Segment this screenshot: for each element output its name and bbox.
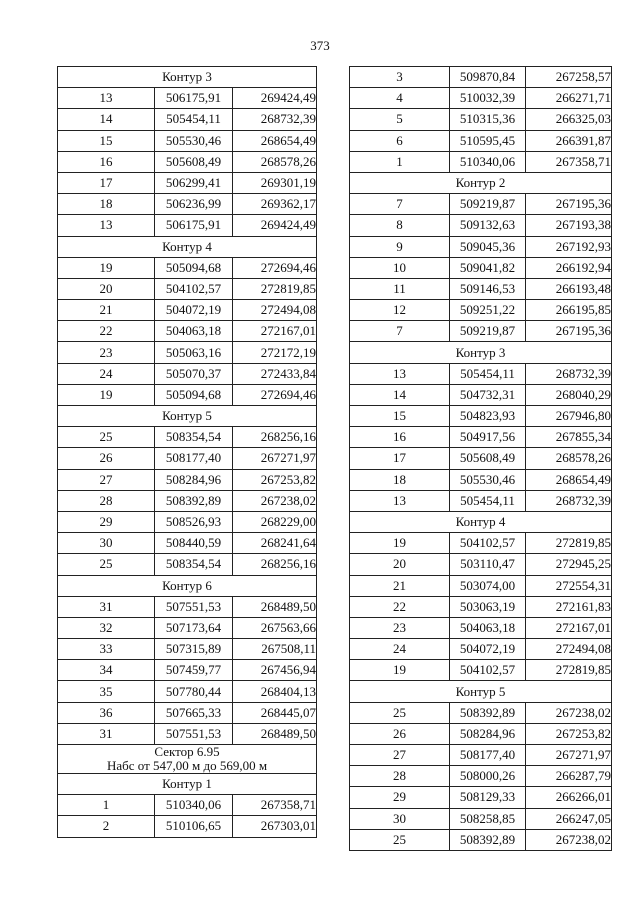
y-coordinate-cell: 272433,84 [233, 363, 317, 384]
point-number-cell: 2 [58, 816, 155, 837]
x-coordinate-cell: 508354,54 [155, 427, 233, 448]
table-row [350, 406, 612, 427]
y-coordinate-cell: 268256,16 [233, 427, 317, 448]
point-number-cell: 23 [58, 342, 155, 363]
x-coordinate-cell: 509870,84 [450, 67, 526, 88]
y-coordinate-cell: 267563,66 [233, 617, 317, 638]
x-coordinate-cell: 509041,82 [450, 257, 526, 278]
table-row [58, 554, 317, 575]
table-row [350, 596, 612, 617]
point-number-cell: 14 [58, 109, 155, 130]
contour-header-row [350, 511, 612, 532]
sector-header [58, 745, 317, 774]
y-coordinate-cell: 269362,17 [233, 194, 317, 215]
table-row [350, 88, 612, 109]
y-coordinate-cell: 266287,79 [526, 766, 612, 787]
point-number-cell: 14 [350, 384, 450, 405]
contour-header-row [58, 236, 317, 257]
y-coordinate-cell: 267303,01 [233, 816, 317, 837]
point-number-cell: 35 [58, 681, 155, 702]
point-number-cell: 16 [58, 151, 155, 172]
point-number-cell: 25 [58, 554, 155, 575]
x-coordinate-cell: 505454,11 [450, 363, 526, 384]
y-coordinate-cell: 266271,71 [526, 88, 612, 109]
table-row [350, 257, 612, 278]
x-coordinate-cell: 507665,33 [155, 702, 233, 723]
table-row [58, 363, 317, 384]
table-row [58, 342, 317, 363]
contour-header: Контур 4 [58, 236, 317, 257]
x-coordinate-cell: 508129,33 [450, 787, 526, 808]
y-coordinate-cell: 268445,07 [233, 702, 317, 723]
x-coordinate-cell: 504917,56 [450, 427, 526, 448]
y-coordinate-cell: 267358,71 [233, 795, 317, 816]
y-coordinate-cell: 267456,94 [233, 660, 317, 681]
x-coordinate-cell: 510315,36 [450, 109, 526, 130]
x-coordinate-cell: 505070,37 [155, 363, 233, 384]
coordinates-table-right [349, 66, 612, 851]
point-number-cell: 15 [58, 130, 155, 151]
table-row [350, 67, 612, 88]
x-coordinate-cell: 508258,85 [450, 808, 526, 829]
x-coordinate-cell: 510106,65 [155, 816, 233, 837]
x-coordinate-cell: 505530,46 [155, 130, 233, 151]
table-row [58, 130, 317, 151]
point-number-cell: 30 [350, 808, 450, 829]
y-coordinate-cell: 268654,49 [233, 130, 317, 151]
x-coordinate-cell: 505454,11 [450, 490, 526, 511]
table-row [350, 130, 612, 151]
table-row [350, 448, 612, 469]
point-number-cell: 26 [350, 723, 450, 744]
x-coordinate-cell: 504072,19 [155, 300, 233, 321]
table-row [58, 215, 317, 236]
x-coordinate-cell: 508000,26 [450, 766, 526, 787]
table-row [350, 427, 612, 448]
y-coordinate-cell: 267238,02 [233, 490, 317, 511]
x-coordinate-cell: 508440,59 [155, 533, 233, 554]
table-row [350, 766, 612, 787]
x-coordinate-cell: 508392,89 [450, 829, 526, 850]
contour-header: Контур 6 [58, 575, 317, 596]
point-number-cell: 1 [350, 151, 450, 172]
y-coordinate-cell: 267271,97 [526, 745, 612, 766]
y-coordinate-cell: 268241,64 [233, 533, 317, 554]
point-number-cell: 20 [350, 554, 450, 575]
y-coordinate-cell: 272819,85 [526, 533, 612, 554]
point-number-cell: 4 [350, 88, 450, 109]
x-coordinate-cell: 507173,64 [155, 617, 233, 638]
y-coordinate-cell: 269424,49 [233, 215, 317, 236]
x-coordinate-cell: 505530,46 [450, 469, 526, 490]
table-row [350, 194, 612, 215]
x-coordinate-cell: 508177,40 [450, 745, 526, 766]
table-row [58, 172, 317, 193]
table-row [350, 490, 612, 511]
table-row [350, 829, 612, 850]
table-row [58, 723, 317, 744]
point-number-cell: 13 [58, 88, 155, 109]
contour-header-row [350, 172, 612, 193]
point-number-cell: 28 [350, 766, 450, 787]
point-number-cell: 27 [58, 469, 155, 490]
point-number-cell: 20 [58, 278, 155, 299]
point-number-cell: 33 [58, 639, 155, 660]
x-coordinate-cell: 504063,18 [450, 617, 526, 638]
table-row [350, 236, 612, 257]
y-coordinate-cell: 272945,25 [526, 554, 612, 575]
table-row [58, 702, 317, 723]
y-coordinate-cell: 268578,26 [526, 448, 612, 469]
y-coordinate-cell: 268732,39 [233, 109, 317, 130]
x-coordinate-cell: 504102,57 [155, 278, 233, 299]
table-row [58, 596, 317, 617]
point-number-cell: 3 [350, 67, 450, 88]
point-number-cell: 28 [58, 490, 155, 511]
y-coordinate-cell: 268732,39 [526, 363, 612, 384]
table-row [350, 808, 612, 829]
y-coordinate-cell: 267358,71 [526, 151, 612, 172]
x-coordinate-cell: 505454,11 [155, 109, 233, 130]
table-row [58, 533, 317, 554]
contour-header: Контур 3 [350, 342, 612, 363]
y-coordinate-cell: 268578,26 [233, 151, 317, 172]
x-coordinate-cell: 510032,39 [450, 88, 526, 109]
point-number-cell: 32 [58, 617, 155, 638]
table-row [350, 469, 612, 490]
y-coordinate-cell: 267192,93 [526, 236, 612, 257]
table-row [58, 490, 317, 511]
y-coordinate-cell: 266266,01 [526, 787, 612, 808]
x-coordinate-cell: 505608,49 [450, 448, 526, 469]
x-coordinate-cell: 504072,19 [450, 639, 526, 660]
y-coordinate-cell: 267238,02 [526, 702, 612, 723]
table-row [350, 278, 612, 299]
table-row [58, 469, 317, 490]
point-number-cell: 17 [350, 448, 450, 469]
y-coordinate-cell: 268654,49 [526, 469, 612, 490]
table-row [350, 215, 612, 236]
point-number-cell: 27 [350, 745, 450, 766]
point-number-cell: 31 [58, 596, 155, 617]
coordinates-table-left [57, 66, 317, 838]
point-number-cell: 29 [58, 511, 155, 532]
point-number-cell: 31 [58, 723, 155, 744]
y-coordinate-cell: 266195,85 [526, 300, 612, 321]
x-coordinate-cell: 508354,54 [155, 554, 233, 575]
left-table-body [58, 67, 317, 838]
y-coordinate-cell: 268256,16 [233, 554, 317, 575]
contour-header-row [58, 774, 317, 795]
x-coordinate-cell: 505608,49 [155, 151, 233, 172]
point-number-cell: 25 [58, 427, 155, 448]
x-coordinate-cell: 509251,22 [450, 300, 526, 321]
table-row [58, 151, 317, 172]
point-number-cell: 8 [350, 215, 450, 236]
table-row [350, 575, 612, 596]
y-coordinate-cell: 268404,13 [233, 681, 317, 702]
table-row [58, 448, 317, 469]
point-number-cell: 13 [58, 215, 155, 236]
x-coordinate-cell: 504732,31 [450, 384, 526, 405]
x-coordinate-cell: 508526,93 [155, 511, 233, 532]
x-coordinate-cell: 508284,96 [450, 723, 526, 744]
point-number-cell: 22 [350, 596, 450, 617]
sector-height-range: Набс от 547,00 м до 569,00 м [106, 758, 268, 773]
x-coordinate-cell: 507459,77 [155, 660, 233, 681]
y-coordinate-cell: 267508,11 [233, 639, 317, 660]
point-number-cell: 6 [350, 130, 450, 151]
x-coordinate-cell: 510595,45 [450, 130, 526, 151]
point-number-cell: 36 [58, 702, 155, 723]
point-number-cell: 26 [58, 448, 155, 469]
y-coordinate-cell: 267195,36 [526, 194, 612, 215]
table-row [350, 384, 612, 405]
x-coordinate-cell: 505094,68 [155, 384, 233, 405]
point-number-cell: 13 [350, 490, 450, 511]
y-coordinate-cell: 267271,97 [233, 448, 317, 469]
point-number-cell: 18 [58, 194, 155, 215]
table-row [350, 639, 612, 660]
x-coordinate-cell: 509045,36 [450, 236, 526, 257]
contour-header: Контур 5 [58, 406, 317, 427]
table-row [350, 321, 612, 342]
table-row [58, 109, 317, 130]
x-coordinate-cell: 506299,41 [155, 172, 233, 193]
x-coordinate-cell: 506236,99 [155, 194, 233, 215]
table-row [350, 533, 612, 554]
sector-title: Сектор 6.95 [154, 744, 220, 759]
y-coordinate-cell: 268040,29 [526, 384, 612, 405]
contour-header-row [58, 406, 317, 427]
point-number-cell: 11 [350, 278, 450, 299]
table-row [58, 660, 317, 681]
contour-header-row [350, 681, 612, 702]
contour-header-row [58, 575, 317, 596]
contour-header: Контур 1 [58, 774, 317, 795]
table-row [350, 300, 612, 321]
x-coordinate-cell: 510340,06 [155, 795, 233, 816]
table-row [350, 745, 612, 766]
x-coordinate-cell: 509146,53 [450, 278, 526, 299]
point-number-cell: 22 [58, 321, 155, 342]
y-coordinate-cell: 267195,36 [526, 321, 612, 342]
point-number-cell: 25 [350, 829, 450, 850]
x-coordinate-cell: 508392,89 [450, 702, 526, 723]
table-row [58, 795, 317, 816]
table-row [350, 151, 612, 172]
x-coordinate-cell: 508392,89 [155, 490, 233, 511]
y-coordinate-cell: 272819,85 [526, 660, 612, 681]
point-number-cell: 16 [350, 427, 450, 448]
y-coordinate-cell: 266193,48 [526, 278, 612, 299]
x-coordinate-cell: 506175,91 [155, 88, 233, 109]
y-coordinate-cell: 267258,57 [526, 67, 612, 88]
y-coordinate-cell: 267238,02 [526, 829, 612, 850]
x-coordinate-cell: 505094,68 [155, 257, 233, 278]
point-number-cell: 7 [350, 321, 450, 342]
point-number-cell: 13 [350, 363, 450, 384]
y-coordinate-cell: 267253,82 [526, 723, 612, 744]
point-number-cell: 10 [350, 257, 450, 278]
y-coordinate-cell: 268489,50 [233, 723, 317, 744]
x-coordinate-cell: 507780,44 [155, 681, 233, 702]
table-row [350, 363, 612, 384]
table-row [350, 660, 612, 681]
x-coordinate-cell: 503110,47 [450, 554, 526, 575]
y-coordinate-cell: 267855,34 [526, 427, 612, 448]
y-coordinate-cell: 272161,83 [526, 596, 612, 617]
contour-header-row [350, 342, 612, 363]
contour-header: Контур 2 [350, 172, 612, 193]
point-number-cell: 12 [350, 300, 450, 321]
table-row [58, 300, 317, 321]
x-coordinate-cell: 508177,40 [155, 448, 233, 469]
table-row [58, 321, 317, 342]
x-coordinate-cell: 509219,87 [450, 321, 526, 342]
point-number-cell: 19 [58, 384, 155, 405]
point-number-cell: 19 [350, 660, 450, 681]
sector-header-row [58, 745, 317, 774]
x-coordinate-cell: 503063,19 [450, 596, 526, 617]
contour-header: Контур 3 [58, 67, 317, 88]
table-row [58, 816, 317, 837]
table-row [58, 681, 317, 702]
y-coordinate-cell: 272167,01 [233, 321, 317, 342]
right-table-body [350, 67, 612, 851]
x-coordinate-cell: 504823,93 [450, 406, 526, 427]
table-row [58, 257, 317, 278]
y-coordinate-cell: 267193,38 [526, 215, 612, 236]
point-number-cell: 21 [58, 300, 155, 321]
y-coordinate-cell: 266325,03 [526, 109, 612, 130]
y-coordinate-cell: 266192,94 [526, 257, 612, 278]
y-coordinate-cell: 266247,05 [526, 808, 612, 829]
x-coordinate-cell: 507551,53 [155, 596, 233, 617]
x-coordinate-cell: 510340,06 [450, 151, 526, 172]
table-row [58, 427, 317, 448]
point-number-cell: 19 [350, 533, 450, 554]
y-coordinate-cell: 268489,50 [233, 596, 317, 617]
table-row [58, 511, 317, 532]
y-coordinate-cell: 272494,08 [526, 639, 612, 660]
x-coordinate-cell: 507315,89 [155, 639, 233, 660]
y-coordinate-cell: 272819,85 [233, 278, 317, 299]
table-row [58, 194, 317, 215]
y-coordinate-cell: 272694,46 [233, 257, 317, 278]
y-coordinate-cell: 269301,19 [233, 172, 317, 193]
x-coordinate-cell: 509219,87 [450, 194, 526, 215]
point-number-cell: 23 [350, 617, 450, 638]
contour-header: Контур 5 [350, 681, 612, 702]
point-number-cell: 21 [350, 575, 450, 596]
y-coordinate-cell: 268732,39 [526, 490, 612, 511]
point-number-cell: 19 [58, 257, 155, 278]
table-row [350, 617, 612, 638]
contour-header-row [58, 67, 317, 88]
point-number-cell: 18 [350, 469, 450, 490]
y-coordinate-cell: 267253,82 [233, 469, 317, 490]
y-coordinate-cell: 267946,80 [526, 406, 612, 427]
y-coordinate-cell: 272172,19 [233, 342, 317, 363]
x-coordinate-cell: 509132,63 [450, 215, 526, 236]
contour-header: Контур 4 [350, 511, 612, 532]
page-number: 373 [310, 38, 330, 53]
point-number-cell: 17 [58, 172, 155, 193]
point-number-cell: 25 [350, 702, 450, 723]
y-coordinate-cell: 272167,01 [526, 617, 612, 638]
point-number-cell: 29 [350, 787, 450, 808]
table-row [58, 617, 317, 638]
point-number-cell: 5 [350, 109, 450, 130]
x-coordinate-cell: 504063,18 [155, 321, 233, 342]
table-row [350, 702, 612, 723]
table-row [350, 787, 612, 808]
y-coordinate-cell: 269424,49 [233, 88, 317, 109]
x-coordinate-cell: 508284,96 [155, 469, 233, 490]
y-coordinate-cell: 272494,08 [233, 300, 317, 321]
point-number-cell: 1 [58, 795, 155, 816]
point-number-cell: 30 [58, 533, 155, 554]
point-number-cell: 9 [350, 236, 450, 257]
table-row [58, 88, 317, 109]
table-row [350, 723, 612, 744]
y-coordinate-cell: 272694,46 [233, 384, 317, 405]
y-coordinate-cell: 268229,00 [233, 511, 317, 532]
point-number-cell: 24 [58, 363, 155, 384]
x-coordinate-cell: 504102,57 [450, 533, 526, 554]
table-row [58, 384, 317, 405]
y-coordinate-cell: 272554,31 [526, 575, 612, 596]
x-coordinate-cell: 507551,53 [155, 723, 233, 744]
x-coordinate-cell: 505063,16 [155, 342, 233, 363]
table-row [350, 554, 612, 575]
table-row [58, 639, 317, 660]
point-number-cell: 15 [350, 406, 450, 427]
table-row [58, 278, 317, 299]
y-coordinate-cell: 266391,87 [526, 130, 612, 151]
point-number-cell: 7 [350, 194, 450, 215]
point-number-cell: 24 [350, 639, 450, 660]
x-coordinate-cell: 503074,00 [450, 575, 526, 596]
point-number-cell: 34 [58, 660, 155, 681]
x-coordinate-cell: 506175,91 [155, 215, 233, 236]
x-coordinate-cell: 504102,57 [450, 660, 526, 681]
table-row [350, 109, 612, 130]
